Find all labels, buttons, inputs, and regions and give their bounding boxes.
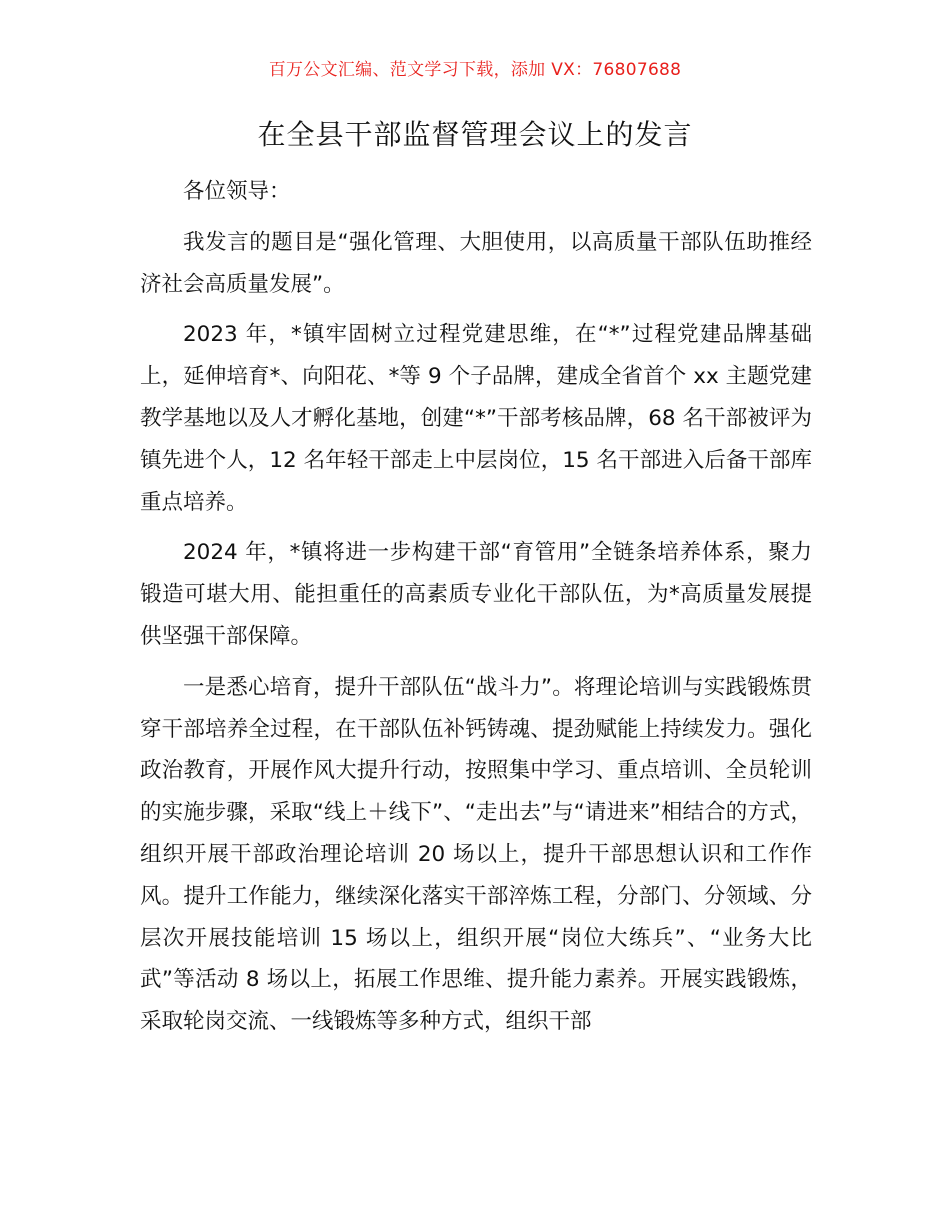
paragraph: 我发言的题目是“强化管理、大胆使用，以高质量干部队伍助推经济社会高质量发展”。 [140,229,812,297]
paragraph: 一是悉心培育，提升干部队伍“战斗力”。将理论培训与实践锻炼贯穿干部培养全过程，在干部队伍补钙铸魂、提劲赋能上持续发力。强化政治教育，开展作风大提升行动，按照集中学习、重点培训、全员轮训的实施步骤，采取“线上＋线下”、“走出去”与“请进来”相结合的方式，组织开展干部政治理论培训 20 场以上，提升干部思想认识和工作作风。提升工作能力，继续深化落实干部淬炼工程，分部门、分领域、分层次开展技能培训 15 场以上，组织开展“岗位大练兵”、“业务大比武”等活动 8 场以上，拓展工作思维、提升能力素养。开展实践锻炼，采取轮岗交流、一线锻炼等多种方式，组织干部 [140,674,812,1035]
document-body [140,171,812,1052]
page-title: 在全县干部监督管理会议上的发言 [257,118,693,151]
salutation: 各位领导： [183,179,291,204]
promo-header: 百万公文汇编、范文学习下载，添加 VX：76807688 [268,60,682,80]
paragraph: 2023 年，*镇牢固树立过程党建思维，在“*”过程党建品牌基础上，延伸培育*、向阳花、*等 9 个子品牌，建成全省首个 xx 主题党建教学基地以及人才孵化基地，创建“*”干部考核品牌，68 名干部被评为镇先进个人，12 名年轻干部走上中层岗位，15 名干部进入后备干部库重点培养。 [140,322,812,515]
paragraph: 2024 年，*镇将进一步构建干部“育管用”全链条培养体系，聚力锻造可堪大用、能担重任的高素质专业化干部队伍，为*高质量发展提供坚强干部保障。 [140,540,812,649]
